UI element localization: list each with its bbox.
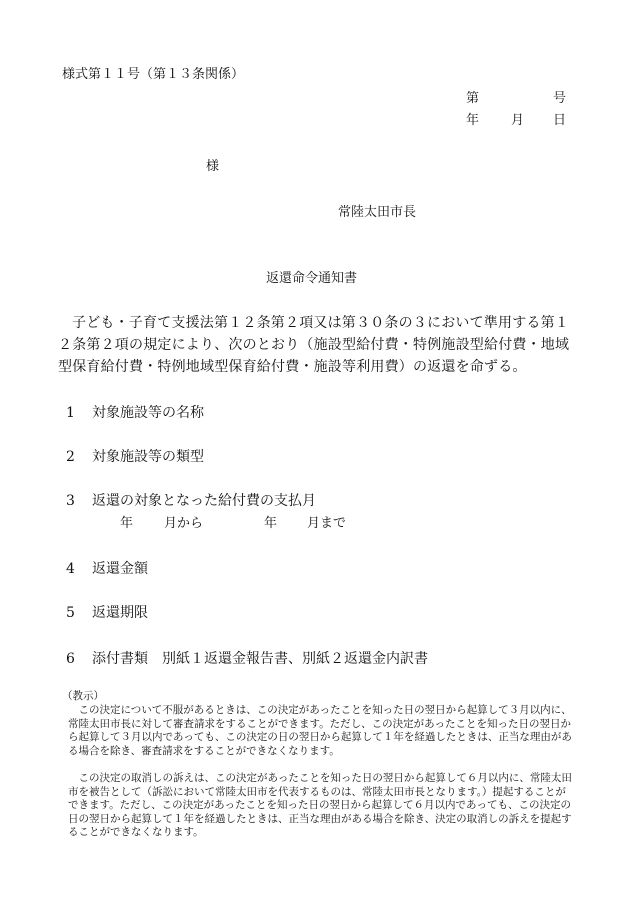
date-day: 日 xyxy=(553,113,567,128)
item-number: 1 xyxy=(66,405,75,421)
document-title: 返還命令通知書 xyxy=(266,271,358,286)
item-number: 4 xyxy=(66,561,75,577)
date-month: 月 xyxy=(511,113,525,128)
item-label: 返還の対象となった給付費の支払月 xyxy=(92,493,316,509)
intro-paragraph: 子ども・子育て支援法第１２条第２項又は第３０条の３において準用する第１２条第２項の規定により、次のとおり（施設型給付費・特例施設型給付費・地域型保育給付費・特例地域型保育給付費・施設等利用費）の返還を命ずる。 xyxy=(58,315,570,375)
form-label: 様式第１１号（第１３条関係） xyxy=(62,67,245,82)
item-label: 返還金額 xyxy=(92,561,148,577)
ref-number-prefix: 第 xyxy=(466,91,480,106)
from-month: 月から xyxy=(164,516,204,531)
notice-heading: （教示） xyxy=(62,690,104,702)
addressee-suffix: 様 xyxy=(206,159,220,174)
issuer: 常陸太田市長 xyxy=(338,205,417,220)
notice-paragraph: この決定の取消しの訴えは、この決定があったことを知った日の翌日から起算して６月以内に、常陸太田市を被告として（訴訟において常陸太田市を代表するものは、常陸太田市長となります。）提起することができます。ただし、この決定があったことを知った日の翌日から起算して６月以内であっても、この決定の日の翌日から起算して１年を経過したときは、正当な理由がある場合を除き、決定の取消しの訴えを提起することができなくなります。 xyxy=(68,772,572,838)
date-year: 年 xyxy=(466,113,480,128)
item-number: 6 xyxy=(66,651,75,667)
item-number: 5 xyxy=(66,605,75,621)
item-number: 2 xyxy=(66,449,75,465)
notice-paragraph: この決定について不服があるときは、この決定があったことを知った日の翌日から起算して３月以内に、常陸太田市長に対して審査請求をすることができます。ただし、この決定があったことを知った日の翌日から起算して３月以内であっても、この決定の日の翌日から起算して１年を経過したときは、正当な理由がある場合を除き、審査請求をすることができなくなります。 xyxy=(68,704,572,757)
ref-number-suffix: 号 xyxy=(553,91,567,106)
item-label: 返還期限 xyxy=(92,605,148,621)
from-year: 年 xyxy=(120,516,134,531)
item-label: 添付書類 別紙１返還金報告書、別紙２返還金内訳書 xyxy=(92,651,428,667)
item-label: 対象施設等の類型 xyxy=(92,449,204,465)
to-year: 年 xyxy=(264,516,278,531)
item-label: 対象施設等の名称 xyxy=(92,405,204,421)
to-month: 月まで xyxy=(307,516,347,531)
item-number: 3 xyxy=(66,493,75,509)
